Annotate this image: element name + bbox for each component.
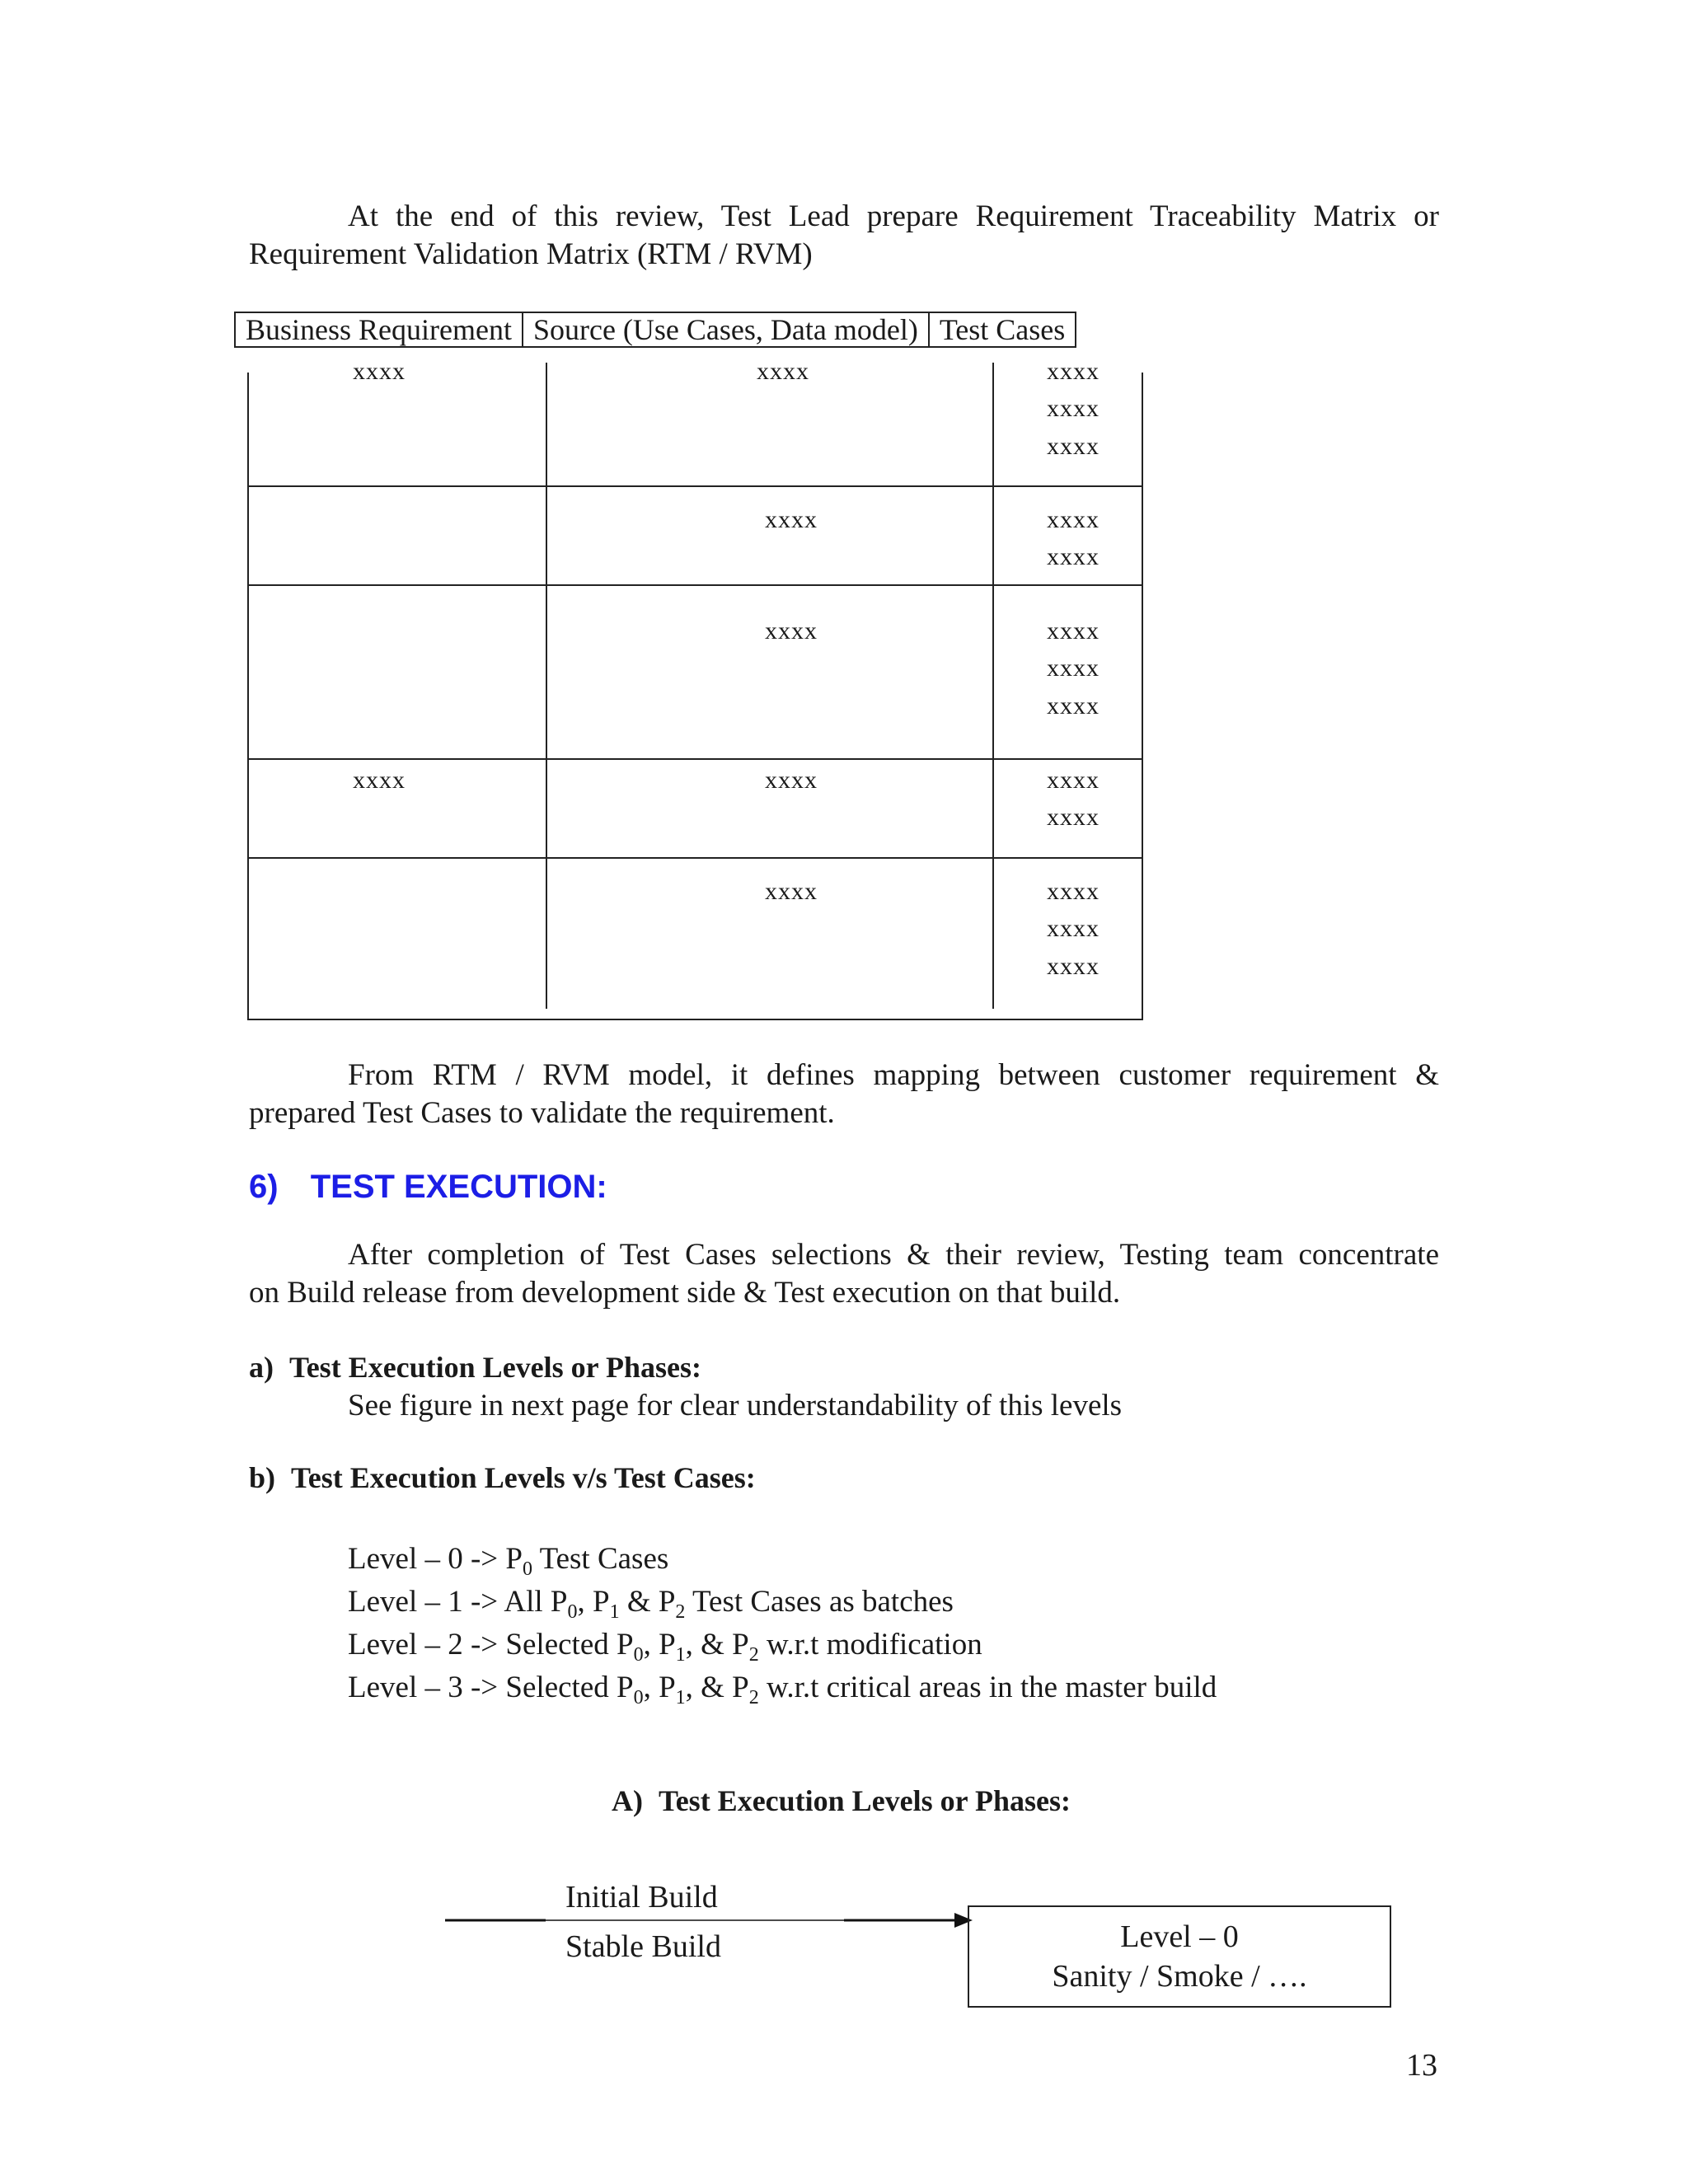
header-business-requirement: Business Requirement: [236, 313, 523, 346]
table-cell-test: xxxx: [1047, 804, 1100, 831]
subheading-a: [249, 1350, 701, 1385]
rtm-description: [249, 1057, 1439, 1132]
section-paragraph: [249, 1236, 1439, 1312]
table-cell-business: xxxx: [353, 766, 406, 794]
table-cell-source: xxxx: [765, 617, 818, 644]
table-cell-source: xxxx: [765, 766, 818, 794]
subheading-a-title: Test Execution Levels or Phases:: [289, 1351, 701, 1384]
grid-line: [546, 363, 547, 1009]
table-cell-source: xxxx: [757, 358, 809, 385]
table-cell-test: xxxx: [1047, 654, 1100, 682]
header-source: Source (Use Cases, Data model): [523, 313, 930, 346]
table-cell-test: xxxx: [1047, 878, 1100, 905]
subheading-b-label: b): [249, 1461, 276, 1494]
intro-line-1: At the end of this review, Test Lead prepare Requirement Traceability Matrix or: [348, 199, 1439, 233]
intro-line-2: Requirement Validation Matrix (RTM / RVM): [249, 237, 813, 271]
table-cell-source: xxxx: [765, 878, 818, 905]
subheading-a-label: a): [249, 1351, 274, 1384]
page-number: 13: [1406, 2048, 1437, 2083]
level-0-label: Level – 0: [1120, 1919, 1239, 1954]
header-test-cases: Test Cases: [939, 313, 1066, 346]
section-number: 6): [249, 1169, 279, 1205]
grid-line: [247, 857, 1143, 859]
arrow-icon: [445, 1910, 973, 1930]
grid-line: [247, 373, 249, 1020]
grid-line: [247, 1019, 1143, 1020]
rtm-description-line-2: prepared Test Cases to validate the requirement.: [249, 1096, 835, 1130]
section-paragraph-line-2: on Build release from development side & Test execution on that build.: [249, 1276, 1121, 1310]
section-title: TEST EXECUTION:: [310, 1169, 607, 1205]
figure-heading: [612, 1783, 1071, 1818]
levels-list: [348, 1538, 1217, 1709]
list-item: Level – $0 -> P_0$ Test Cases: [348, 1542, 669, 1580]
arrow-label-stable-build: Stable Build: [565, 1929, 721, 1964]
table-cell-test: xxxx: [1047, 915, 1100, 942]
table-cell-test: xxxx: [1047, 506, 1100, 533]
rtm-table-header: [234, 312, 1076, 348]
arrow-label-initial-build: Initial Build: [565, 1880, 718, 1915]
grid-line: [247, 758, 1143, 760]
grid-line: [992, 363, 994, 1009]
table-cell-test: xxxx: [1047, 766, 1100, 794]
table-cell-source: xxxx: [765, 506, 818, 533]
table-cell-test: xxxx: [1047, 543, 1100, 570]
grid-line: [247, 584, 1143, 586]
list-item: Level – 2 -> Selected $P_0$, $P_1$, & $P_2$ w.r.t modification: [348, 1628, 982, 1666]
subheading-a-text: See figure in next page for clear understandability of this levels: [348, 1389, 1123, 1422]
intro-paragraph: [249, 198, 1439, 274]
grid-line: [1142, 373, 1143, 1020]
table-cell-test: xxxx: [1047, 358, 1100, 385]
list-item: Level – 3 -> Selected $P_0$, $P_1$, & $P_2$ w.r.t critical areas in the master build: [348, 1671, 1217, 1708]
figure-heading-title: Test Execution Levels or Phases:: [659, 1784, 1071, 1817]
level-0-description: Sanity / Smoke / ….: [1052, 1959, 1307, 1994]
table-cell-test: xxxx: [1047, 692, 1100, 719]
rtm-description-line-1: From RTM / RVM model, it defines mapping between customer requirement &: [348, 1058, 1439, 1092]
section-paragraph-line-1: After completion of Test Cases selections & their review, Testing team concentrate: [348, 1238, 1439, 1272]
grid-line: [247, 485, 1143, 487]
table-cell-test: xxxx: [1047, 433, 1100, 460]
list-item: Level – 1 -> All $P_0$, $P_1$ & $P_2$ Test Cases as batches: [348, 1585, 954, 1623]
section-heading: [249, 1169, 607, 1206]
subheading-b: [249, 1460, 756, 1495]
table-cell-test: xxxx: [1047, 395, 1100, 422]
table-cell-test: xxxx: [1047, 953, 1100, 980]
table-cell-test: xxxx: [1047, 617, 1100, 644]
subheading-b-title: Test Execution Levels v/s Test Cases:: [291, 1461, 756, 1494]
table-cell-business: xxxx: [353, 358, 406, 385]
figure-heading-label: A): [612, 1784, 643, 1817]
level-0-box: [968, 1905, 1391, 2008]
